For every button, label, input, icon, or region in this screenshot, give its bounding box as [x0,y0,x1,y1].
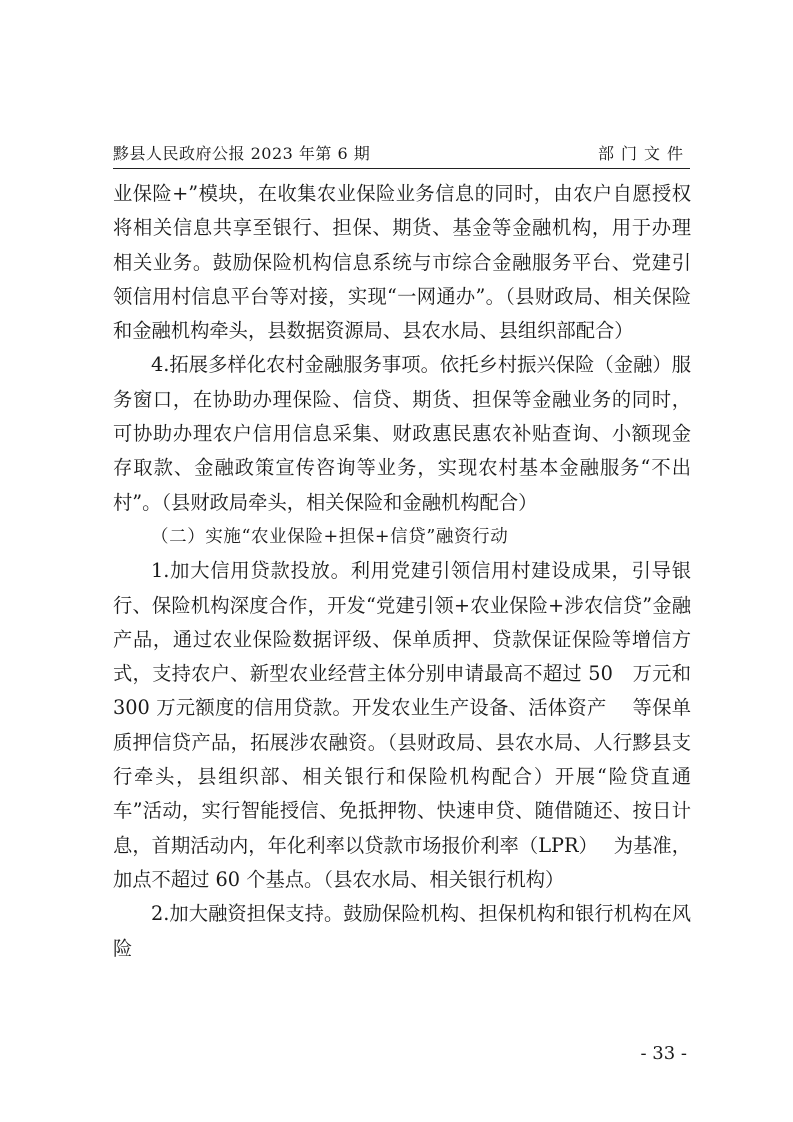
gazette-title: 黟县人民政府公报 2023 年第 6 期 [113,144,371,163]
paragraph-item-4: 4.拓展多样化农村金融服务事项。依托乡村振兴保险（金融）服务窗口，在协助办理保险、信贷、期货、担保等金融业务的同时，可协助办理农户信用信息采集、财政惠民惠农补贴查询、小额现金存取款、金融政策宣传咨询等业务，实现农村基本金融服务“不出村”。（县财政局牵头，相关保险和金融机构配合） [113,353,691,514]
document-body [113,177,691,966]
paragraph-item-2: 2.加大融资担保支持。鼓励保险机构、担保机构和银行机构在风险 [113,902,691,960]
page-number: - 33 - [640,1043,687,1064]
paragraph-item-1: 1.加大信用贷款投放。利用党建引领信用村建设成果，引导银行、保险机构深度合作，开发“党建引领+农业保险+涉农信贷”金融产品，通过农业保险数据评级、保单质押、贷款保证保险等增信方式，支持农户、新型农业经营主体分别申请最高不超过 50 万元和 300 万元额度的信用贷款。开发农业生产设备、活体资产 等保单质押信贷产品，拓展涉农融资。（县财政局、县农水局、人行黟县支行牵头，县组织部、相关银行和保险机构配合）开展“险贷直通车”活动，实行智能授信、免抵押物、快速申贷、随借随还、按日计息，首期活动内，年化利率以贷款市场报价利率（LPR） 为基准，加点不超过 60 个基点。（县农水局、相关银行机构） [113,559,691,891]
page-header [113,142,690,169]
section-heading-2: （二）实施“农业保险+担保+信贷”融资行动 [151,526,509,547]
section-label: 部门文件 [597,144,690,163]
paragraph-continued: 业保险+”模块，在收集农业保险业务信息的同时，由农户自愿授权将相关信息共享至银行、担保、期货、基金等金融机构，用于办理相关业务。鼓励保险机构信息系统与市综合金融服务平台、党建引领信用村信息平台等对接，实现“一网通办”。（县财政局、相关保险和金融机构牵头，县数据资源局、县农水局、县组织部配合） [113,182,691,343]
